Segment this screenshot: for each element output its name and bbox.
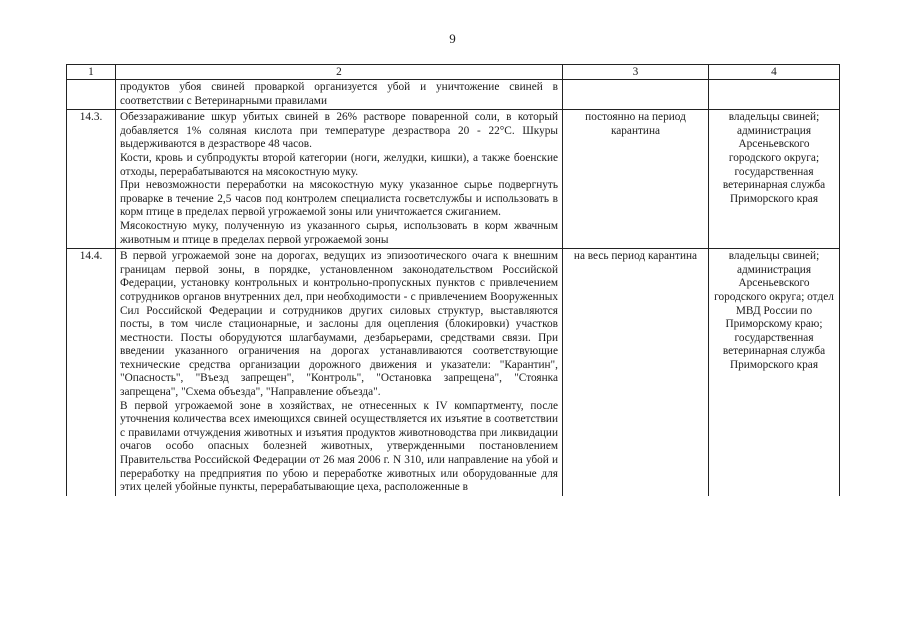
paragraph: В первой угрожаемой зоне на дорогах, ведущих из эпизоотического очага к внешним границам первой зоны, в порядке, установленном законодательством Российской Федерации, установку контрольных и контрольно-пропускных пунктов с привлечением сотрудников органов внутренних дел, при необходимости - с привлечением Вооруженных Сил Российской Федерации и сотрудников других силовых структур, выставляются посты, в том числе стационарные, и заслоны для оцепления (блокировки) участков местности. Посты оборудуются шлагбаумами, дезбарьерами, средствами связи. При введении указанного ограничения на дорогах устанавливаются соответствующие технические средства организации дорожного движения и указатели: "Карантин", "Опасность", "Въезд запрещен", "Контроль", "Остановка запрещена", "Стоянка запрещена", "Схема объезда", "Направление объезда".	[120, 250, 558, 399]
column-header: 1	[67, 65, 116, 80]
paragraph: Кости, кровь и субпродукты второй категории (ноги, желудки, кишки), а также боенские отходы, перерабатываются на мясокостную муку.	[120, 151, 558, 178]
measures-table	[66, 64, 840, 496]
measure-description	[116, 249, 563, 496]
table-row	[67, 249, 840, 496]
term-cell: на весь период карантина	[563, 249, 709, 496]
measure-description	[116, 110, 563, 249]
paragraph: Мясокостную муку, полученную из указанного сырья, использовать в корм жвачным животным и птице в пределах первой угрожаемой зоны	[120, 219, 558, 246]
paragraph: При невозможности переработки на мясокостную муку указанное сырье подвергнуть проварке в течение 2,5 часов под контролем специалиста госветслужбы и использовать в корм птице в пределах первой угрожаемой зоны или уничтожается сжиганием.	[120, 179, 558, 219]
measure-description	[116, 80, 563, 110]
column-header: 3	[563, 65, 709, 80]
responsible-cell	[709, 80, 840, 110]
paragraph: Обеззараживание шкур убитых свиней в 26% растворе поваренной соли, в который добавляется 1% соляная кислота при температуре дезраствора 20 - 22°С. Шкуры выдерживаются в дезрастворе 48 часов.	[120, 111, 558, 151]
term-cell	[563, 80, 709, 110]
paragraph: В первой угрожаемой зоне в хозяйствах, не отнесенных к IV компартменту, после уточнения количества всех имеющихся свиней осуществляется их изъятие в соответствии с правилами отчуждения животных и изъятия продуктов животноводства при ликвидации очагов особо опасных болезней животных, утвержденными постановлением Правительства Российской Федерации от 26 мая 2006 г. N 310, или направление на убой и переработку на предприятия по убою и переработке животных или оборудованные для этих целей убойные пункты, перерабатывающие цеха, расположенные в	[120, 399, 558, 494]
table-row	[67, 80, 840, 110]
row-number	[67, 80, 116, 110]
row-number: 14.4.	[67, 249, 116, 496]
column-header: 4	[709, 65, 840, 80]
table-row	[67, 110, 840, 249]
responsible-cell: владельцы свиней; администрация Арсеньевского городского округа; государственная ветеринарная служба Приморского края	[709, 110, 840, 249]
row-number: 14.3.	[67, 110, 116, 249]
table-header-row	[67, 65, 840, 80]
paragraph: продуктов убоя свиней проваркой организуется убой и уничтожение свиней в соответствии с Ветеринарными правилами	[120, 81, 558, 107]
column-header: 2	[116, 65, 563, 80]
term-cell: постоянно на период карантина	[563, 110, 709, 249]
page-number: 9	[449, 31, 456, 46]
responsible-cell: владельцы свиней; администрация Арсеньевского городского округа; отдел МВД России по Приморскому краю; государственная ветеринарная служба Приморского края	[709, 249, 840, 496]
